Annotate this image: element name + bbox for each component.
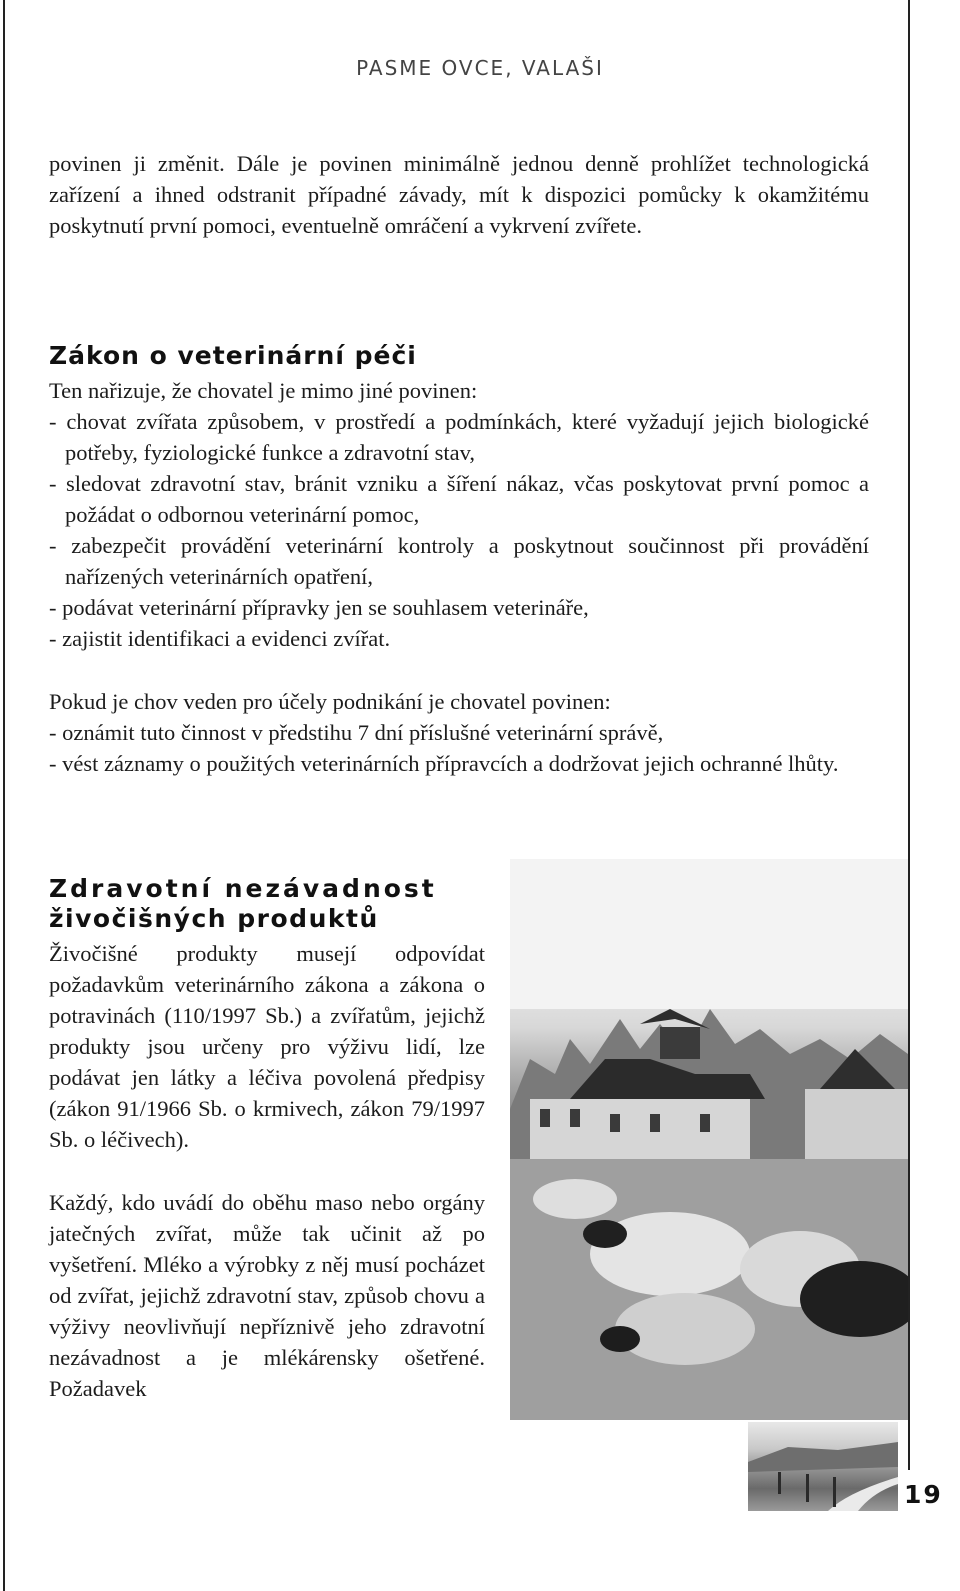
list-item: - sledovat zdravotní stav, bránit vzniku a šíření nákaz, včas poskytovat první pomoc a požádat o odbornou veterinární pomoc, [49,471,869,527]
page-number: 19 [904,1480,943,1509]
paragraph-gap [49,654,869,686]
pasture-path-photo [748,1422,898,1511]
section-heading: Zákon o veterinární péči [49,341,417,370]
list-item: - podávat veterinární přípravky jen se souhlasem veterináře, [49,595,589,620]
section-product-safety [49,874,485,1404]
section-veterinary-care [49,340,869,779]
section-lead-business: Pokud je chov veden pro účely podnikání je chovatel povinen: [49,689,611,714]
list-item: - oznámit tuto činnost v předstihu 7 dní příslušné veterinární správě, [49,720,664,745]
heading-line-2: živočišných produktů [49,904,379,933]
page-border-right [908,0,910,1470]
paragraph: Každý, kdo uvádí do oběhu maso nebo orgány jatečných zvířat, může tak učinit až po vyšetření. Mléko a výrobky z něj musí pocházet od zvířat, jejichž zdravotní stav, způsob chovu a výživy neovlivňují nepříznivě jeho zdravotní nezávadnost a je mlékárensky ošetřené. Požadavek [49,1190,485,1401]
section-lead: Ten nařizuje, že chovatel je mimo jiné povinen: [49,378,478,403]
sheep-grazing-photo [510,859,908,1420]
list-item: - zajistit identifikaci a evidenci zvířat. [49,626,391,651]
list-item: - chovat zvířata způsobem, v prostředí a podmínkách, které vyžadují jejich biologické potřeby, fyziologické funkce a zdravotní stav, [49,409,869,465]
page-border-left [3,0,5,1591]
intro-paragraph: povinen ji změnit. Dále je povinen minimálně jednou denně prohlížet technologická zařízení a ihned odstranit případné závady, mít k dispozici pomůcky k okamžitému poskytnutí první pomoci, eventuelně omráčení a vykrvení zvířete. [49,151,869,238]
paragraph: Živočišné produkty musejí odpovídat požadavkům veterinárního zákona a zákona o potravinách (110/1997 Sb.) a zvířatům, jejichž produkty jsou určeny pro výživu lidí, lze podávat jen látky a léčiva povolená předpisy (zákon 91/1966 Sb. o krmivech, zákon 79/1997 Sb. o léčivech). [49,941,485,1152]
list-item: - zabezpečit provádění veterinární kontroly a poskytnout součinnost při provádění nařízených veterinárních opatření, [49,533,869,589]
paragraph-gap [49,1155,485,1187]
section-heading [49,874,485,934]
list-item: - vést záznamy o použitých veterinárních přípravcích a dodržovat jejich ochranné lhůty. [49,751,839,776]
running-header: PASME OVCE, VALAŠI [356,56,604,80]
heading-line-1: Zdravotní nezávadnost [49,874,437,903]
